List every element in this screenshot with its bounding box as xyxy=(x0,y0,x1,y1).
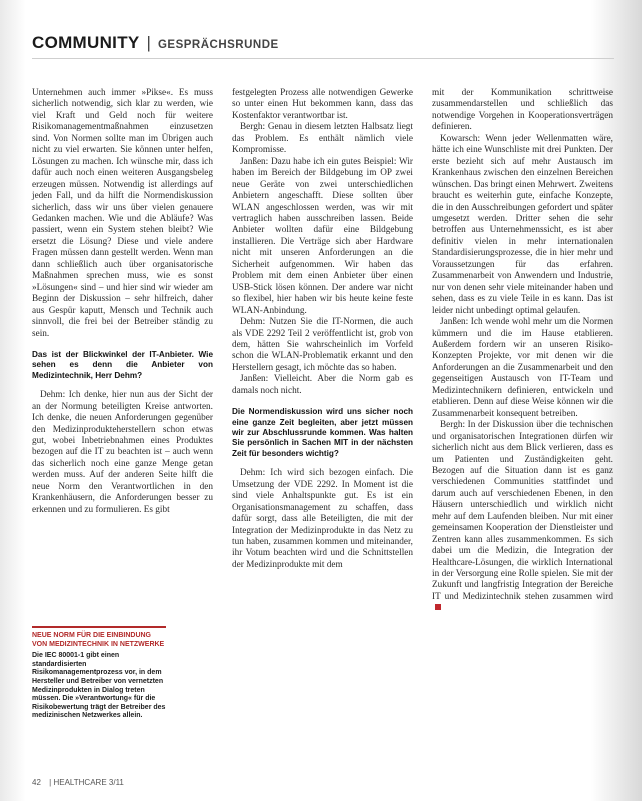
body-paragraph: festgelegten Prozess alle notwendigen Gewerke so unter einen Hut bekommen kann, dass das Kostenfaktor verantwortbar ist. xyxy=(232,88,413,121)
end-marker-icon xyxy=(435,604,441,610)
body-paragraph: Bergh: In der Diskussion über die technischen und organisatorischen Integrationen dürfen wir sicherlich nicht aus dem Blick verlieren, dass es um Patienten und Zuständigkeiten geht. Bezogen auf die Situation dann ist es ganz verschiedenen Communities stattfindet und darum auch auf verschiedenen Ebenen, in den Häusern unterschiedlich und wirklich nicht mehr auf dem Laufenden bleiben. Nur mit einer gemeinsamen Kooperation der Dienstleister und Zentren kann alles zusammenkommen. Es sich dabei um die Medizin, die Integration der Healthcare-Lösungen, die wirklich International in der Versorgung eine Rolle spielen. Sie mit der Zukunft und langfristig Integration der Bereiche IT und Medizintechnik stehen zusammen wird xyxy=(432,420,613,615)
body-paragraph: Dehm: Ich wird sich bezogen einfach. Die Umsetzung der VDE 2292. In Moment ist die sind viele Anhaltspunkte gut. Es ist ein Organisationsmanagement zu schaffen, dass dafür sorgt, dass alle Beteiligten, die mit der Integration der Medizinprodukte in das Netz zu tun haben, zusammen kommen und miteinander, ihr Votum beachten wird und die Schnittstellen der Medizinprodukte mit dem xyxy=(232,468,413,570)
body-paragraph: Unternehmen auch immer »Pikse«. Es muss sicherlich notwendig, sich klar zu werden, wie viel Kraft und Geld noch für weitere Risikomanagementmaßnahmen einzusetzen sind. Von Normen sollte man im Übrigen auch nicht zu viel erwarten. Sie können unter helfen, Lösungen zu machen. Ich wünsche mir, dass ich dafür auch noch einen weiteren Ausgangsbeleg erzeugen müssen. Notwendig ist allerdings auf jeden Fall, und da hilft die Normendiskussion sicherlich, dass wir uns über vielen genauere Gedanken machen. Wie und die Abläufe? Was passiert, wenn ein System stehen bleibt? Wie ersetzt die Lösung? Diese und viele andere Fragen müssen dann gestellt werden. Wenn man dann schließlich auch über organisatorische Maßnahmen sprechen muss, wie es sonst »Lösungen« sind – und hier sind wir wieder am Beginn der Diskussion – sehr hilfreich, daher aus Gespür kaputt, Mensch und Technik auch sinnvoll, die frei bei der Betreiber ständig zu sein. xyxy=(32,88,213,339)
subsection-title: GESPRÄCHSRUNDE xyxy=(157,39,279,51)
page-footer xyxy=(32,778,124,787)
info-box-title: NEUE NORM FÜR DIE EINBINDUNG VON MEDIZINTECHNIK IN NETZWERKE xyxy=(32,632,165,648)
body-paragraph: Bergh: Genau in diesem letzten Halbsatz liegt das Problem. Es enthält nämlich viele Kompromisse. xyxy=(232,122,413,156)
issue-number: 3/11 xyxy=(108,778,124,787)
body-paragraph: Dehm: Nutzen Sie die IT-Normen, die auch als VDE 2292 Teil 2 veröffentlicht ist, grob von dem, hätten Sie wahrscheinlich im Vorfeld schon die WLAN-Problematik erkannt und den Herstellern gesagt, ich möchte das so haben. xyxy=(232,317,413,373)
body-paragraph: Janßen: Vielleicht. Aber die Norm gab es damals noch nicht. xyxy=(232,374,413,396)
body-paragraph: Janßen: Ich wende wohl mehr um die Normen kümmern und die im Hause etablieren. Außerdem fordern wir an unseren Risiko-Konzepten Projekte, vor mit denen wir die Anforderungen an die Zusammenarbeit und den gegenseitigen Austausch von IT-Team und Medizintechnikern definieren, entwickeln und etablieren. Denn auf diese Weise können wir die Zusammenarbeit konsequent betreiben. xyxy=(432,317,613,419)
body-paragraph: Kowarsch: Wenn jeder Wellenmatten wäre, hätte ich eine Wunschliste mit drei Punkten. Der erste bezieht sich auf mehr Austausch im Krankenhaus zwischen den einzelnen Bereichen wünschen. Das bringt einen Mehrwert. Zweitens braucht es weiterhin gute, einfache Konzepte, die in den Ausschreibungen gefordert und später umgesetzt werden. Dritter sehen die sehr betroffen aus Unternehmenssicht, es ist aber definitiv vielen in mehr internationalen Standardisierungsprozesse, die in hier mehr und Voraussetzungen für das erfahren. Zusammenarbeit von Anwendern und Industrie, nur von denen sehr viele miteinander haben und sehen, dass es zu viele Teile in es kann. Das ist leider nicht unbedingt optimal gelaufen. xyxy=(432,133,613,316)
interview-question: Das ist der Blickwinkel der IT-Anbieter. Wie sehen es denn die Anbieter von Medizintechnik, Herr Dehm? xyxy=(32,349,213,380)
text-column-2 xyxy=(232,88,413,571)
footer-separator: | xyxy=(49,778,52,787)
info-box xyxy=(32,626,166,763)
page-number: 42 xyxy=(32,778,41,787)
magazine-name: HEALTHCARE xyxy=(53,778,107,787)
body-paragraph: mit der Kommunikation schrittweise zusammendarstellen und schließlich das notwendige Vorgehen in Kooperationsverträgen definieren. xyxy=(432,88,613,133)
text-column-3 xyxy=(432,88,613,615)
section-title: COMMUNITY xyxy=(32,33,140,52)
header-rule xyxy=(32,58,614,59)
body-paragraph: Janßen: Dazu habe ich ein gutes Beispiel: Wir haben im Bereich der Bildgebung im OP zwei neue Geräte von zwei unterschiedlichen Anbietern angeschafft. Diese sollten über WLAN angeschlossen werden, was wir mit vertraglich haben ausschreiben lassen. Beide Anbieter wollten dafür eine Bildgebung installieren. Die Verträge sich aber Hardware nicht mit unseren Anforderungen an die Sicherheit aufgenommen. Wir haben das Problem mit dem einen Anbieter über einen USB-Stick lösen können. Der andere war nicht so flexibel, hier haben wir bis heute keine feste WLAN-Anbindung. xyxy=(232,156,413,316)
body-paragraph: Dehm: Ich denke, hier nun aus der Sicht der an der Normung beteiligten Kreise antworten. Ich denke, die neuen Anforderungen gegenüber den Medizinprodukteherstellern schon etwas gut, wobei Inbetriebnahmen eines Produktes bezogen auf die IT zu beachten ist – auch wenn das sicherlich noch eine ganze Menge getan werden muss. Auf der anderen Seite hilft die neue Norm den Verantwortlichen in den Krankenhäusern, die Anforderungen besser zu erkennen und zu formulieren. Es gibt xyxy=(32,390,213,515)
interview-question: Die Normendiskussion wird uns sicher noch eine ganze Zeit begleiten, aber jetzt müssen wir zur Abschlussrunde kommen. Was halten Sie persönlich in Sachen MIT in der nächsten Zeit für besonders wichtig? xyxy=(232,407,413,458)
info-box-body: Die IEC 80001-1 gibt einen standardisierten Risikomanagementprozess vor, in dem Hersteller und Betreiber von vernetzten Medizinprodukten in Dialog treten müssen. Die »Verantwortung« für die Risikobewertung trägt der Betreiber des medizinischen Netzwerkes allein. xyxy=(32,652,166,720)
page-header xyxy=(32,33,279,53)
header-separator: | xyxy=(146,33,151,52)
text-column-1 xyxy=(32,88,213,516)
